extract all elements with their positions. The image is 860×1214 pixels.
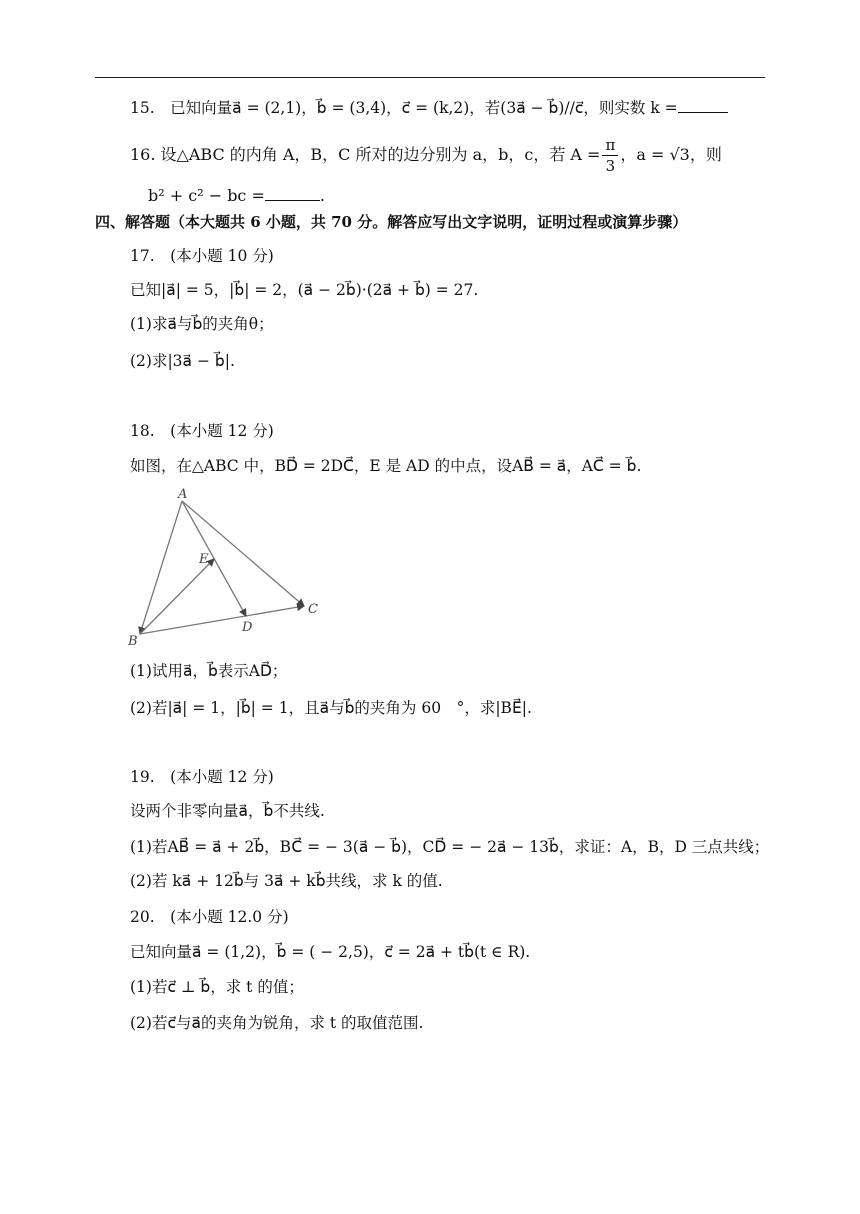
fraction-pi-over-3	[602, 135, 618, 176]
segment-ab	[140, 501, 182, 634]
question-18-given: 如图，在△ABC 中，BD⃗ = 2DC⃗，E 是 AD 的中点，设AB⃗ = a⃗，AC⃗ = b⃗.	[130, 457, 642, 475]
question-15-text: 15. 已知向量a⃗ = (2,1)，b⃗ = (3,4)，c⃗ = (k,2)，若(3a⃗ − b⃗)//c⃗，则实数 k =	[130, 99, 678, 117]
label-e: E	[199, 552, 209, 567]
question-20-part-1: (1)若c⃗ ⊥ b⃗，求 t 的值；	[130, 978, 304, 996]
answer-blank-15[interactable]	[678, 98, 728, 113]
question-19-heading: 19. (本小题 12 分)	[130, 768, 274, 786]
label-c: C	[308, 602, 318, 617]
question-16-text-c: b² + c² − bc =	[148, 186, 265, 205]
question-17-part-2: (2)求|3a⃗ − b⃗|.	[130, 352, 235, 370]
triangle-figure	[120, 485, 330, 650]
answer-blank-16[interactable]	[265, 186, 320, 201]
question-16-line-2: b² + c² − bc = .	[148, 186, 325, 205]
fraction-numerator: π	[602, 135, 618, 156]
question-17-given: 已知|a⃗| = 5，|b⃗| = 2，(a⃗ − 2b⃗)·(2a⃗ + b⃗) = 27.	[130, 281, 479, 299]
question-18-part-2: (2)若|a⃗| = 1，|b⃗| = 1，且a⃗与b⃗的夹角为 60 °，求|BE⃗|.	[130, 699, 532, 717]
label-a: A	[178, 487, 188, 502]
question-20-given: 已知向量a⃗ = (1,2)，b⃗ = ( − 2,5)，c⃗ = 2a⃗ + tb⃗(t ∈ R).	[130, 943, 531, 961]
header-rule	[95, 77, 765, 78]
question-20-heading: 20. (本小题 12.0 分)	[130, 908, 289, 926]
question-15	[130, 97, 728, 119]
question-19-part-2: (2)若 ka⃗ + 12b⃗与 3a⃗ + kb⃗共线，求 k 的值.	[130, 872, 443, 890]
question-19-given: 设两个非零向量a⃗，b⃗不共线.	[130, 802, 325, 820]
question-18-heading: 18. (本小题 12 分)	[130, 422, 274, 440]
label-d: D	[242, 620, 253, 635]
segment-bc	[140, 606, 304, 634]
question-19-part-1: (1)若AB⃗ = a⃗ + 2b⃗，BC⃗ = − 3(a⃗ − b⃗)，CD⃗ = − 2a⃗ − 13b⃗，求证：A，B，D 三点共线；	[130, 838, 770, 856]
question-16-text-b: ，a = √3，则	[620, 145, 722, 164]
question-16-line-1	[130, 135, 722, 176]
label-b: B	[128, 634, 138, 649]
question-17-part-1: (1)求a⃗与b⃗的夹角θ；	[130, 315, 274, 333]
segment-ad	[182, 501, 246, 616]
question-16-text-a: 16. 设△ABC 的内角 A，B，C 所对的边分别为 a，b，c，若 A =	[130, 145, 601, 164]
section-4-title: 四、解答题（本大题共 6 小题，共 70 分。解答应写出文字说明，证明过程或演算步骤）	[95, 213, 688, 231]
fraction-denominator: 3	[605, 157, 616, 175]
question-20-part-2: (2)若c⃗与a⃗的夹角为锐角，求 t 的取值范围.	[130, 1014, 424, 1032]
question-17-heading: 17. (本小题 10 分)	[130, 247, 274, 265]
question-18-part-1: (1)试用a⃗，b⃗表示AD⃗；	[130, 662, 288, 680]
